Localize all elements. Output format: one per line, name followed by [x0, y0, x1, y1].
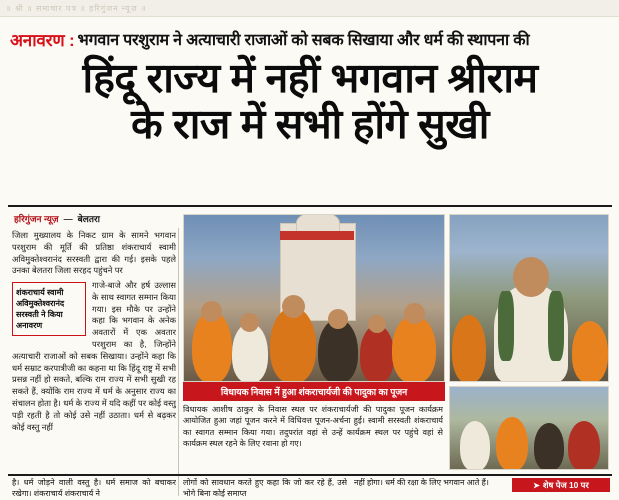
mid-paragraph-1: विधायक आशीष ठाकुर के निवास स्थल पर शंकराचार्यजी की पादुका पूजन कार्यक्रम आयोजित हुआ जहां पूजन करने में विधिवत्त पूजन-अर्चना हुई। स्वामी सरस्वती शंकराचार्य का स्वागत सम्मान किया गया। तदुपरांत वहां से उन्हें कार्यक्रम स्थल पर पहुंचे वहां से कार्यक्रम स्थल रहने के लिए रवाना हो गए। — [183, 405, 443, 448]
crowd-figure — [496, 417, 528, 470]
page-title — [12, 56, 608, 147]
left-paragraph-1: जिला मुख्यालय के निकट ग्राम के सामने भगवान परशुराम की मूर्ति की प्रतिष्ठा शंकराचार्य स्वामी अविमुक्तेश्वरानंद सरस्वती द्वारा की गई। इसके पहले उनका बेलतरा जिला सरहद पहुंचने पर — [12, 230, 176, 276]
garland-right — [548, 291, 564, 361]
bottom-column-2: लोगों को सावधान करते हुए कहा कि जो कर रहे हैं, उसे भोगे बिना कोई समाप्त — [183, 478, 347, 498]
column-divider — [178, 228, 179, 496]
pran-pratishtha-procession-photo — [183, 214, 445, 382]
crowd-figure-head — [328, 309, 348, 329]
crowd-figure — [534, 423, 564, 470]
bottom-column-1: है। धर्म जोड़ने वाली वस्तु है। धर्म समाज को बचाकर रखेगा। शंकराचार्य शंकराचार्य ने — [12, 478, 176, 498]
crowd-figure — [568, 421, 600, 470]
article-left-column — [12, 230, 176, 492]
temple-banner — [280, 231, 354, 240]
crowd-figure-head — [201, 301, 222, 322]
crowd-welcome-photo — [449, 386, 609, 470]
headline-line-1: हिंदू राज्य में नहीं भगवान श्रीराम — [82, 55, 538, 101]
saint-head — [513, 257, 549, 297]
attendant-figure — [572, 321, 608, 382]
page-top-strip — [0, 0, 619, 17]
arrow-right-icon: ➤ — [533, 480, 540, 490]
crowd-figure-head — [240, 313, 259, 332]
bottom-column-3: नहीं होगा। धर्म की रक्षा के लिए भगवान आते हैं। — [354, 478, 489, 487]
byline-dash: — — [63, 214, 73, 224]
headline-line-2: के राज में सभी होंगे सुखी — [131, 101, 489, 148]
byline-source: हरिगुंजन न्यूज़ — [14, 214, 59, 224]
kicker-red-label: अनावरण : — [10, 30, 75, 50]
crowd-figure-head — [404, 303, 425, 324]
photo-caption-bar: विधायक निवास में हुआ शंकराचार्यजी की पादुका का पूजन — [183, 382, 445, 401]
jump-tag-label: शेष पेज 10 पर — [542, 479, 589, 490]
garland-left — [498, 291, 514, 361]
byline-place: बेलतरा — [77, 214, 100, 224]
attendant-figure — [452, 315, 486, 382]
kicker-line — [10, 26, 610, 52]
left-paragraph-2: गाजे-बाजे और हर्ष उल्लास के साथ स्वागत सम्मान किया गया। इस मौके पर उन्होंने कहा कि भगवान के अनेक अवतारों में एक अवतार परशुराम का है, जिन्होंने अत्याचारी राजाओं को सबक सिखाया। उन्होंने कहा कि धर्म सम्राट करपात्रीजी का कहना था कि हिंदू राष्ट्र में सभी प्रसन्न नहीं हो सकते, बल्कि राम राज्य में सभी सुखी रह सकते हैं, क्योंकि राम राज्य में धर्म के अनुसार राज्य का संचालन होता है। धर्म के राज्य में यदि कहीं पर कोई वस्तु पड़ी रहती है तो कोई उसे नहीं उठाता। धर्म से बढ़कर कोई वस्तु नहीं — [12, 280, 176, 432]
crowd-figure — [460, 421, 490, 470]
crowd-figure — [392, 315, 436, 382]
bottom-divider — [8, 474, 612, 476]
continued-on-page-tag[interactable] — [512, 478, 610, 492]
top-strip-text: ॥ श्री ॥ समाचार पत्र ॥ हरिगुंजन न्यूज़ ॥ — [6, 4, 147, 13]
crowd-figure-head — [282, 295, 305, 318]
kicker-black-label: भगवान परशुराम ने अत्याचारी राजाओं को सबक सिखाया और धर्म की स्थापना की — [77, 32, 530, 49]
shankaracharya-portrait-photo — [449, 214, 609, 382]
headline-divider — [8, 205, 612, 207]
byline — [14, 212, 174, 225]
crowd-figure — [360, 325, 394, 382]
pull-quote-box: शंकराचार्य स्वामी अविमुक्तेश्वरानंद सरस्वती ने किया अनावरण — [12, 282, 86, 336]
crowd-figure — [270, 307, 316, 382]
crowd-figure-head — [368, 315, 386, 333]
